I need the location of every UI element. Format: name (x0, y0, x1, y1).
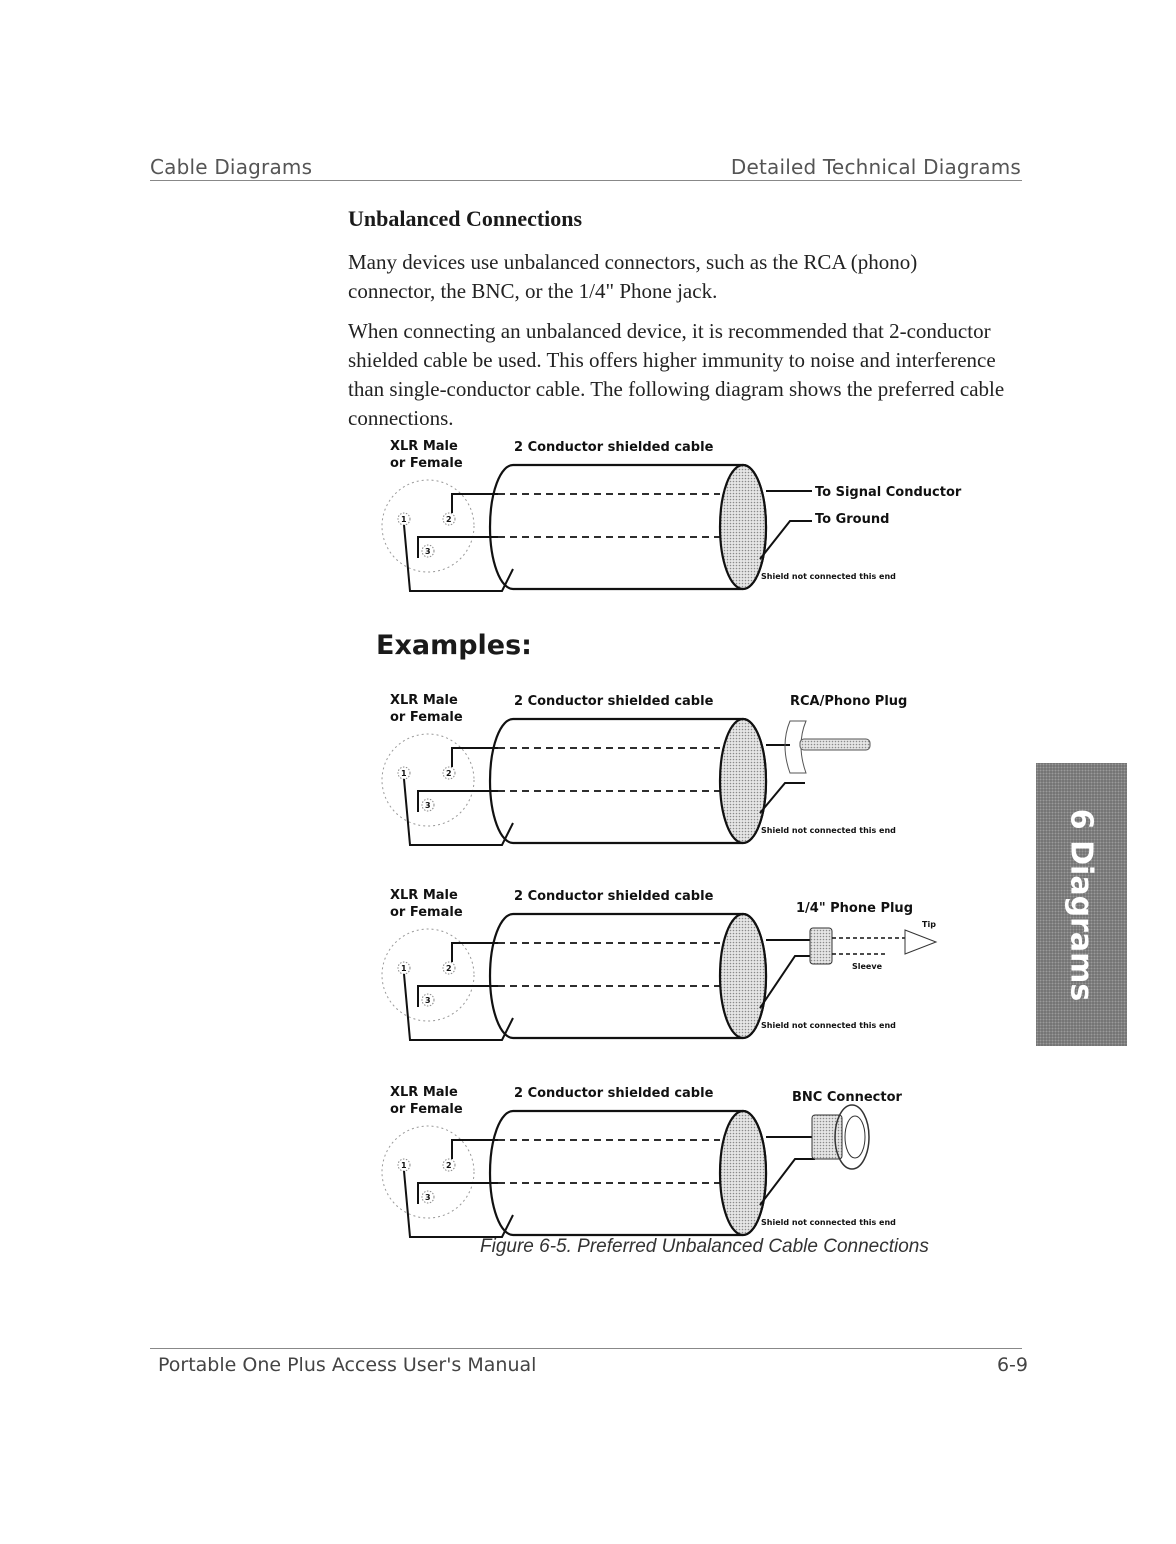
connector-label: BNC Connector (792, 1090, 902, 1105)
main-cable-diagram (382, 439, 962, 591)
pin-3: 3 (425, 547, 431, 556)
chapter-title: Diagrams (1063, 840, 1099, 1002)
xlr-label-line1: XLR Male (390, 1085, 458, 1100)
pin-2: 2 (446, 769, 452, 778)
figure-caption: Figure 6-5. Preferred Unbalanced Cable Connections (480, 1236, 929, 1257)
paragraph-1: Many devices use unbalanced connectors, such as the RCA (phono) connector, the BNC, or the 1/4" Phone jack. (348, 250, 918, 303)
pin-2: 2 (446, 964, 452, 973)
sleeve-label: Sleeve (852, 962, 882, 971)
footer-rule (150, 1348, 1022, 1349)
xlr-label-line2: or Female (390, 710, 463, 725)
ground-label: To Ground (815, 512, 890, 527)
shield-note: Shield not connected this end (761, 1218, 896, 1227)
xlr-label-line1: XLR Male (390, 888, 458, 903)
xlr-label-line1: XLR Male (390, 693, 458, 708)
cable-label: 2 Conductor shielded cable (514, 694, 714, 709)
cable-label: 2 Conductor shielded cable (514, 440, 714, 455)
signal-label: To Signal Conductor (815, 485, 962, 500)
pin-3: 3 (425, 996, 431, 1005)
example-rca-diagram (382, 693, 907, 845)
connector-label: RCA/Phono Plug (790, 694, 908, 709)
chapter-number: 6 (1063, 808, 1099, 830)
xlr-label-line2: or Female (390, 456, 463, 471)
running-header-right: Detailed Technical Diagrams (730, 155, 1021, 179)
xlr-label-line2: or Female (390, 1102, 463, 1117)
cable-label: 2 Conductor shielded cable (514, 889, 714, 904)
paragraph-2: When connecting an unbalanced device, it is recommended that 2-conductor shielded cable be used. This offers higher immunity to noise and interference than single-conductor cable. The following diagram shows the preferred cable connections. (348, 319, 1005, 430)
pin-1: 1 (401, 769, 407, 778)
pin-1: 1 (401, 515, 407, 524)
chapter-tab (1036, 763, 1127, 1046)
tip-label: Tip (922, 920, 936, 929)
section-title: Unbalanced Connections (348, 206, 583, 231)
shield-note: Shield not connected this end (761, 1021, 896, 1030)
shield-note: Shield not connected this end (761, 826, 896, 835)
shield-note: Shield not connected this end (761, 572, 896, 581)
connector-label: 1/4" Phone Plug (796, 901, 913, 916)
examples-heading: Examples: (376, 630, 532, 661)
running-header-left: Cable Diagrams (150, 155, 313, 179)
pin-2: 2 (446, 1161, 452, 1170)
pin-2: 2 (446, 515, 452, 524)
pin-3: 3 (425, 801, 431, 810)
chapter-tab-label (1064, 809, 1099, 1001)
cable-label: 2 Conductor shielded cable (514, 1086, 714, 1101)
example-bnc-diagram (382, 1085, 903, 1237)
pin-3: 3 (425, 1193, 431, 1202)
page-number: 6-9 (996, 1354, 1028, 1376)
xlr-label-line1: XLR Male (390, 439, 458, 454)
footer-title: Portable One Plus Access User's Manual (158, 1354, 537, 1376)
pin-1: 1 (401, 1161, 407, 1170)
pin-1: 1 (401, 964, 407, 973)
example-phone-diagram (382, 888, 936, 1040)
xlr-label-line2: or Female (390, 905, 463, 920)
